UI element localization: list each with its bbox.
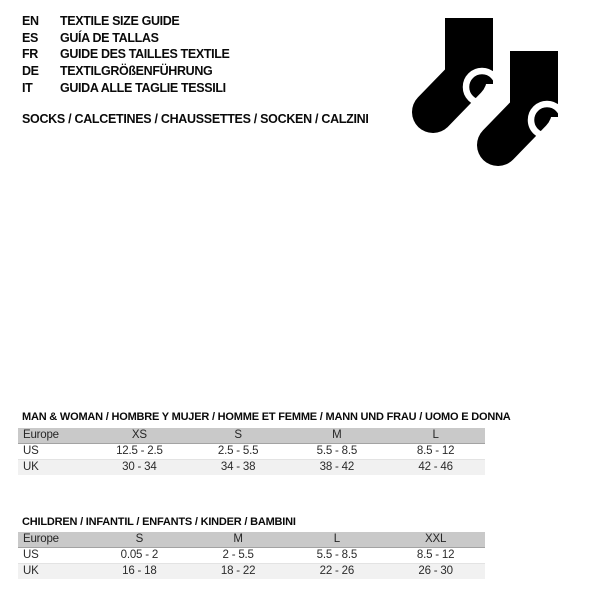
size-cell: 2.5 - 5.5 — [189, 444, 288, 460]
language-code: FR — [22, 47, 38, 62]
size-cell: 8.5 - 12 — [386, 444, 485, 460]
language-row-en — [22, 13, 230, 30]
column-header-xxl: XXL — [386, 532, 485, 548]
language-label: GUIDE DES TAILLES TEXTILE — [60, 47, 230, 62]
size-cell: 12.5 - 2.5 — [90, 444, 189, 460]
size-cell: 8.5 - 12 — [386, 548, 485, 564]
table-title-man-woman: MAN & WOMAN / HOMBRE Y MUJER / HOMME ET FEMME / MANN UND FRAU / UOMO E DONNA — [22, 411, 511, 423]
row-label: US — [18, 444, 90, 460]
size-cell: 5.5 - 8.5 — [288, 548, 387, 564]
size-cell: 42 - 46 — [386, 460, 485, 476]
column-header-xs: XS — [90, 428, 189, 444]
language-code: ES — [22, 30, 38, 45]
row-label: UK — [18, 460, 90, 476]
column-header-europe: Europe — [18, 532, 90, 548]
language-label: TEXTILE SIZE GUIDE — [60, 14, 180, 28]
size-cell: 2 - 5.5 — [189, 548, 288, 564]
language-row-it — [22, 80, 230, 97]
category-title: SOCKS / CALCETINES / CHAUSSETTES / SOCKEN / CALZINI — [22, 112, 369, 126]
language-row-de — [22, 63, 230, 80]
size-cell: 30 - 34 — [90, 460, 189, 476]
table-header-row — [18, 428, 485, 444]
table-row-uk — [18, 460, 485, 476]
size-cell: 34 - 38 — [189, 460, 288, 476]
language-code: IT — [22, 80, 33, 95]
column-header-s: S — [90, 532, 189, 548]
size-table-man-woman — [18, 428, 485, 475]
language-row-fr — [22, 46, 230, 63]
size-cell: 5.5 - 8.5 — [288, 444, 387, 460]
size-cell: 18 - 22 — [189, 564, 288, 580]
table-row-uk — [18, 564, 485, 580]
column-header-m: M — [288, 428, 387, 444]
size-cell: 22 - 26 — [288, 564, 387, 580]
size-cell: 26 - 30 — [386, 564, 485, 580]
language-row-es — [22, 30, 230, 47]
table-row-us — [18, 548, 485, 564]
size-cell: 38 - 42 — [288, 460, 387, 476]
column-header-europe: Europe — [18, 428, 90, 444]
language-label: GUÍA DE TALLAS — [60, 30, 159, 45]
column-header-m: M — [189, 532, 288, 548]
row-label: US — [18, 548, 90, 564]
column-header-l: L — [386, 428, 485, 444]
column-header-s: S — [189, 428, 288, 444]
size-cell: 16 - 18 — [90, 564, 189, 580]
language-label: GUIDA ALLE TAGLIE TESSILI — [60, 80, 226, 95]
table-header-row — [18, 532, 485, 548]
language-label: TEXTILGRÖßENFÜHRUNG — [60, 64, 213, 79]
sock-front — [433, 18, 498, 112]
language-code: DE — [22, 64, 39, 79]
socks-icon — [403, 6, 573, 186]
sock-back — [498, 51, 563, 145]
row-label: UK — [18, 564, 90, 580]
size-table-children — [18, 532, 485, 579]
size-cell: 0.05 - 2 — [90, 548, 189, 564]
table-row-us — [18, 444, 485, 460]
table-title-children: CHILDREN / INFANTIL / ENFANTS / KINDER / BAMBINI — [22, 516, 296, 528]
language-code: EN — [22, 14, 39, 28]
column-header-l: L — [288, 532, 387, 548]
language-list — [22, 13, 230, 96]
